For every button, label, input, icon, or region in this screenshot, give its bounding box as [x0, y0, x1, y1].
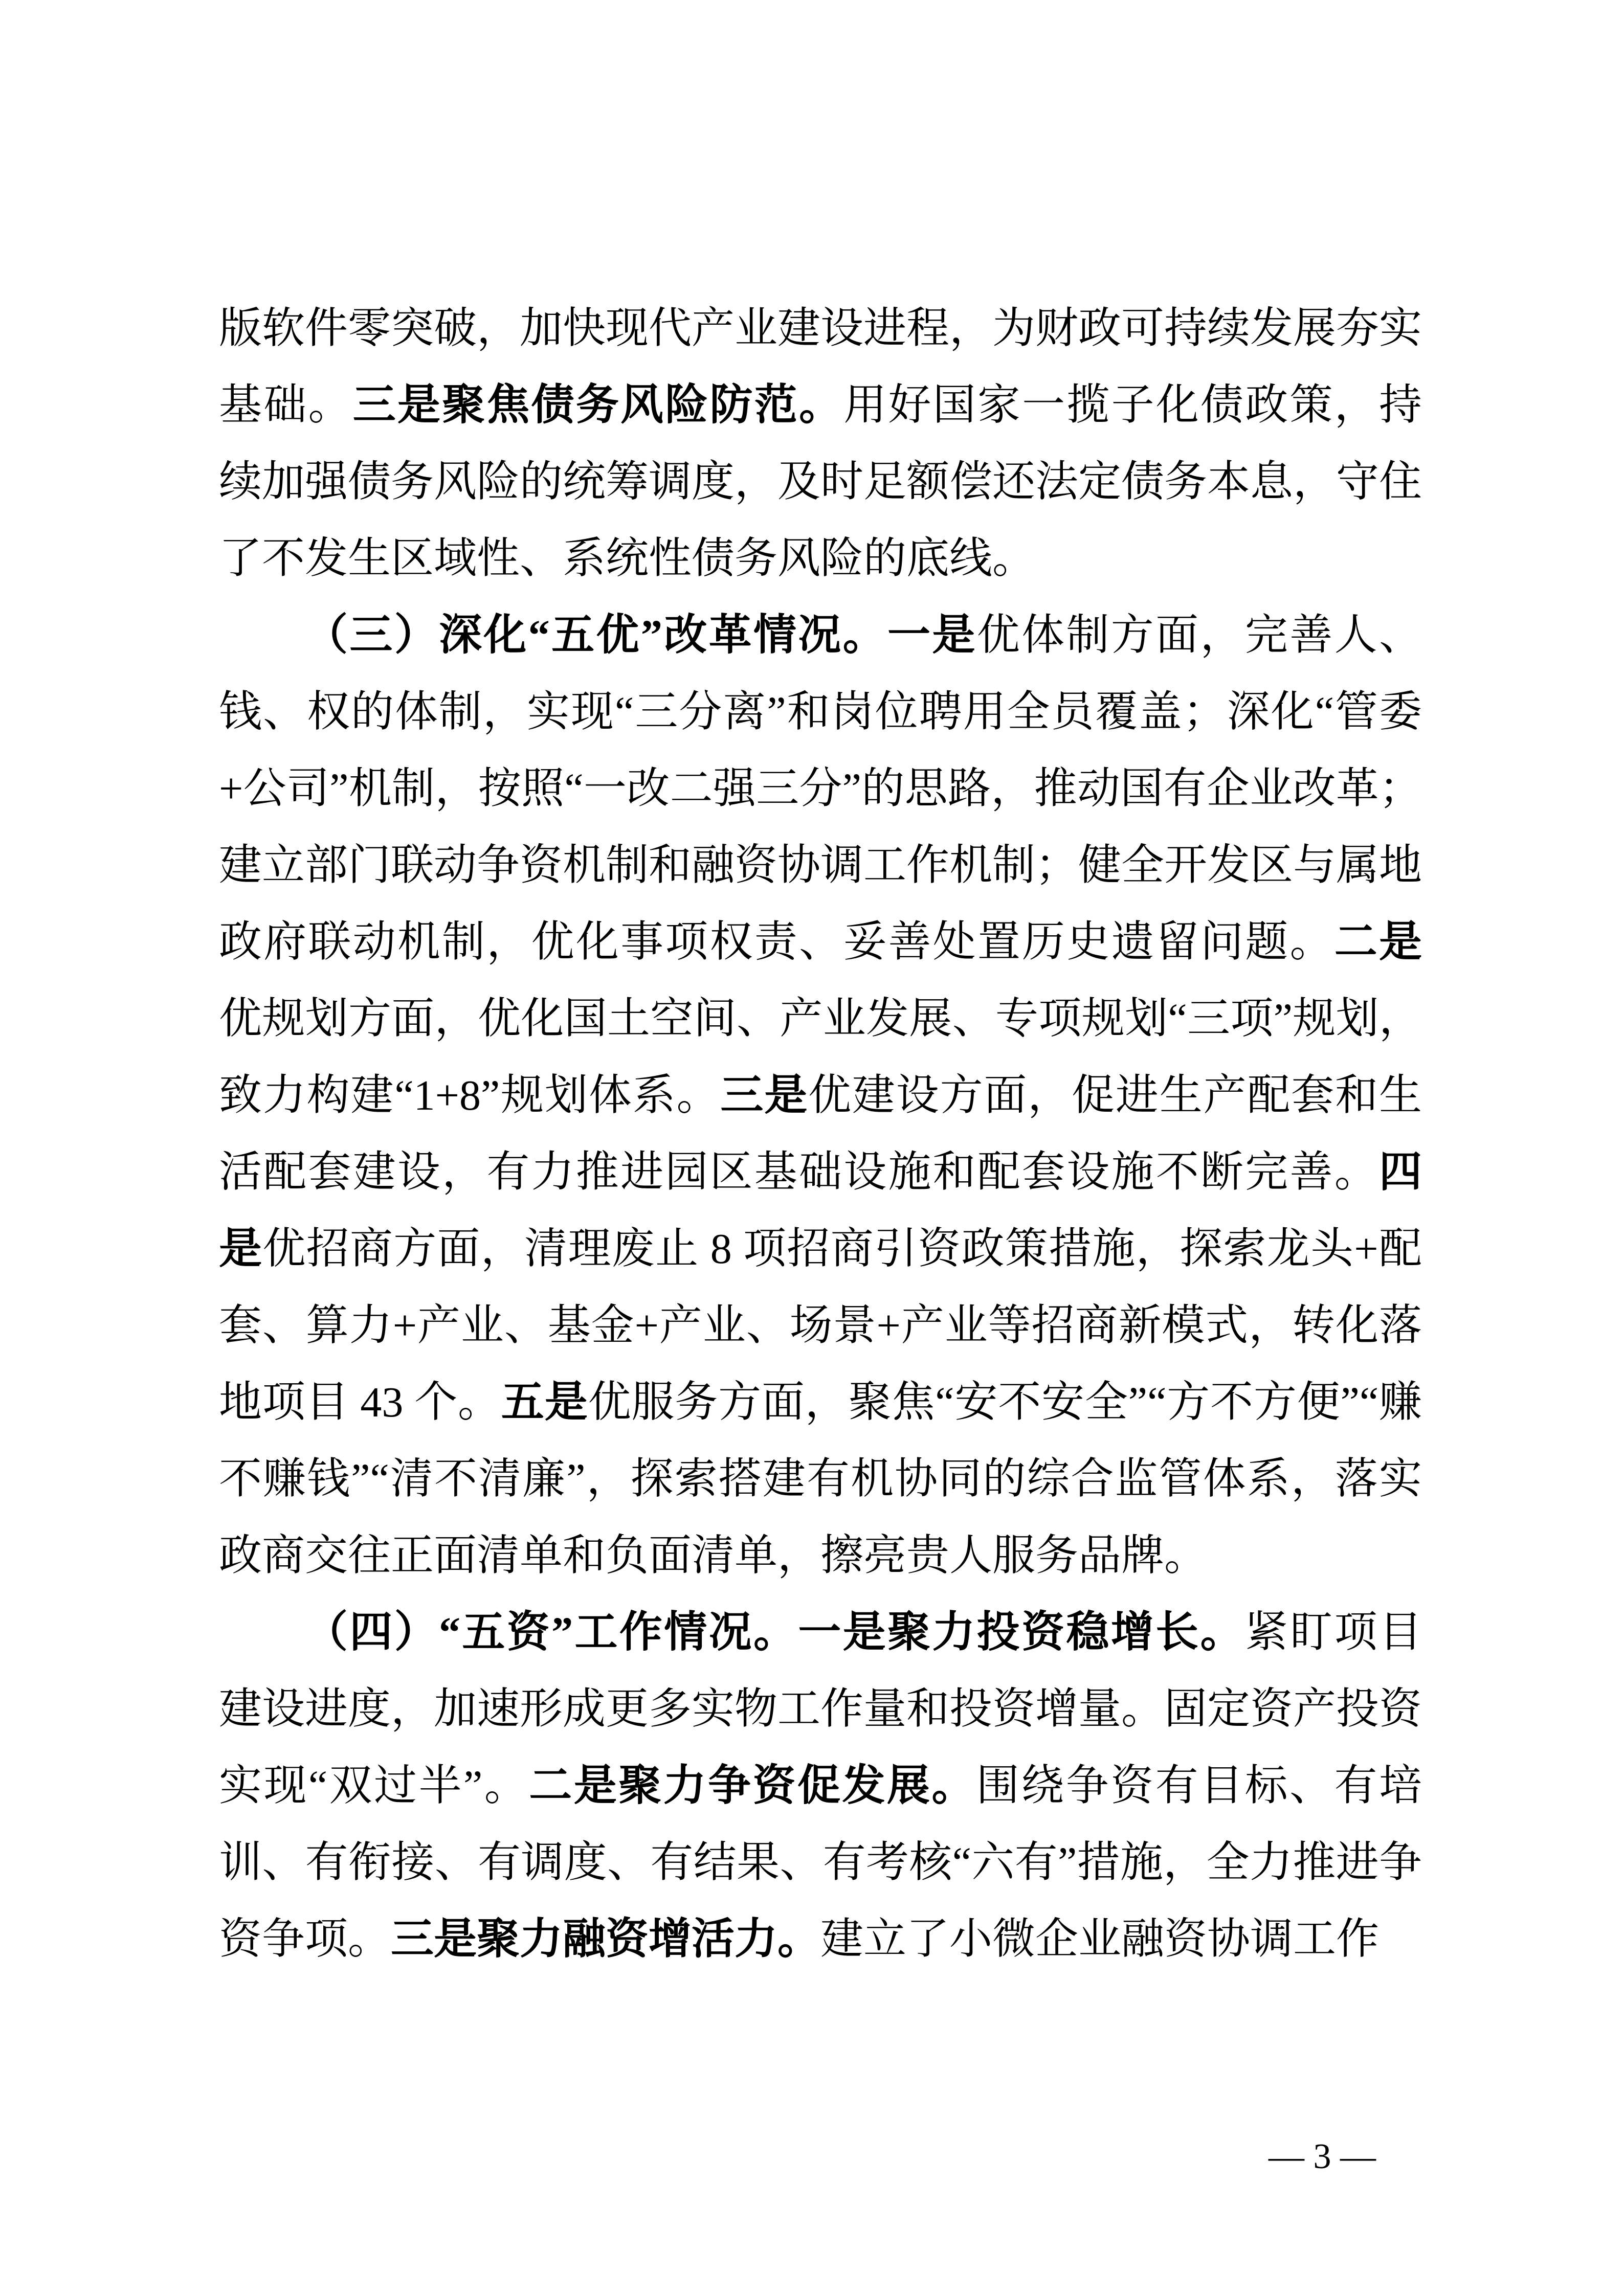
document-body [219, 290, 1422, 1978]
text-run: 优体制方面，完善人、钱、权的体制，实现“三分离”和岗位聘用全员覆盖；深化“管委+公司”机制，按照“一改二强三分”的思路，推动国有企业改革；建立部门联动争资机制和融资协调工作机制；健全开发区与属地政府联动机制，优化事项权责、妥善处置历史遗留问题。 [219, 612, 1422, 966]
text-run-bold: 三是 [720, 1072, 809, 1119]
text-run-bold: 三是聚焦债务风险防范。 [352, 381, 844, 429]
text-run-bold: 一是聚力投资稳增长。 [798, 1609, 1245, 1656]
text-run: 版软件零突破，加快现代产业建设进程，为财政可持续发展夯实基础。 [219, 305, 1422, 429]
text-run: 紧盯项目建设进度，加速形成更多实物工作量和投资增量。固定资产投资实现“双过半”。 [219, 1609, 1422, 1810]
paragraph-debt-risk [219, 290, 1422, 597]
page-number: — 3 — [1269, 2137, 1376, 2176]
text-run: 优规划方面，优化国土空间、产业发展、专项规划“三项”规划，致力构建“1+8”规划体系。 [219, 995, 1422, 1119]
text-run-bold: 二是聚力争资促发展。 [529, 1762, 976, 1810]
text-run-bold: （三）深化“五优”改革情况。 [305, 612, 888, 659]
text-run: 优服务方面，聚焦“安不安全”“方不方便”“赚不赚钱”“清不清廉”，探索搭建有机协同的综合监管体系，落实政商交往正面清单和负面清单，擦亮贵人服务品牌。 [219, 1379, 1422, 1580]
paragraph-five-optimizations [219, 597, 1422, 1594]
text-run-bold: （四）“五资”工作情况。 [305, 1609, 798, 1656]
text-run-bold: 三是聚力融资增活力。 [391, 1916, 821, 1963]
text-run: 围绕争资有目标、有培训、有衔接、有调度、有结果、有考核“六有”措施，全力推进争资争项。 [219, 1762, 1422, 1963]
paragraph-five-capitals [219, 1594, 1422, 1978]
text-run: 用好国家一揽子化债政策，持续加强债务风险的统筹调度，及时足额偿还法定债务本息，守住了不发生区域性、系统性债务风险的底线。 [219, 381, 1422, 582]
text-run-bold: 一是 [887, 612, 977, 659]
text-run: 优建设方面，促进生产配套和生活配套建设，有力推进园区基础设施和配套设施不断完善。 [219, 1072, 1422, 1196]
text-run: 建立了小微企业融资协调工作 [820, 1916, 1380, 1963]
text-run-bold: 五是 [501, 1379, 588, 1426]
text-run-bold: 二是 [1334, 918, 1422, 966]
text-run-bold: 四是 [219, 1149, 1422, 1273]
text-run: 优招商方面，清理废止 8 项招商引资政策措施，探索龙头+配套、算力+产业、基金+产业、场景+产业等招商新模式，转化落地项目 43 个。 [219, 1225, 1422, 1426]
